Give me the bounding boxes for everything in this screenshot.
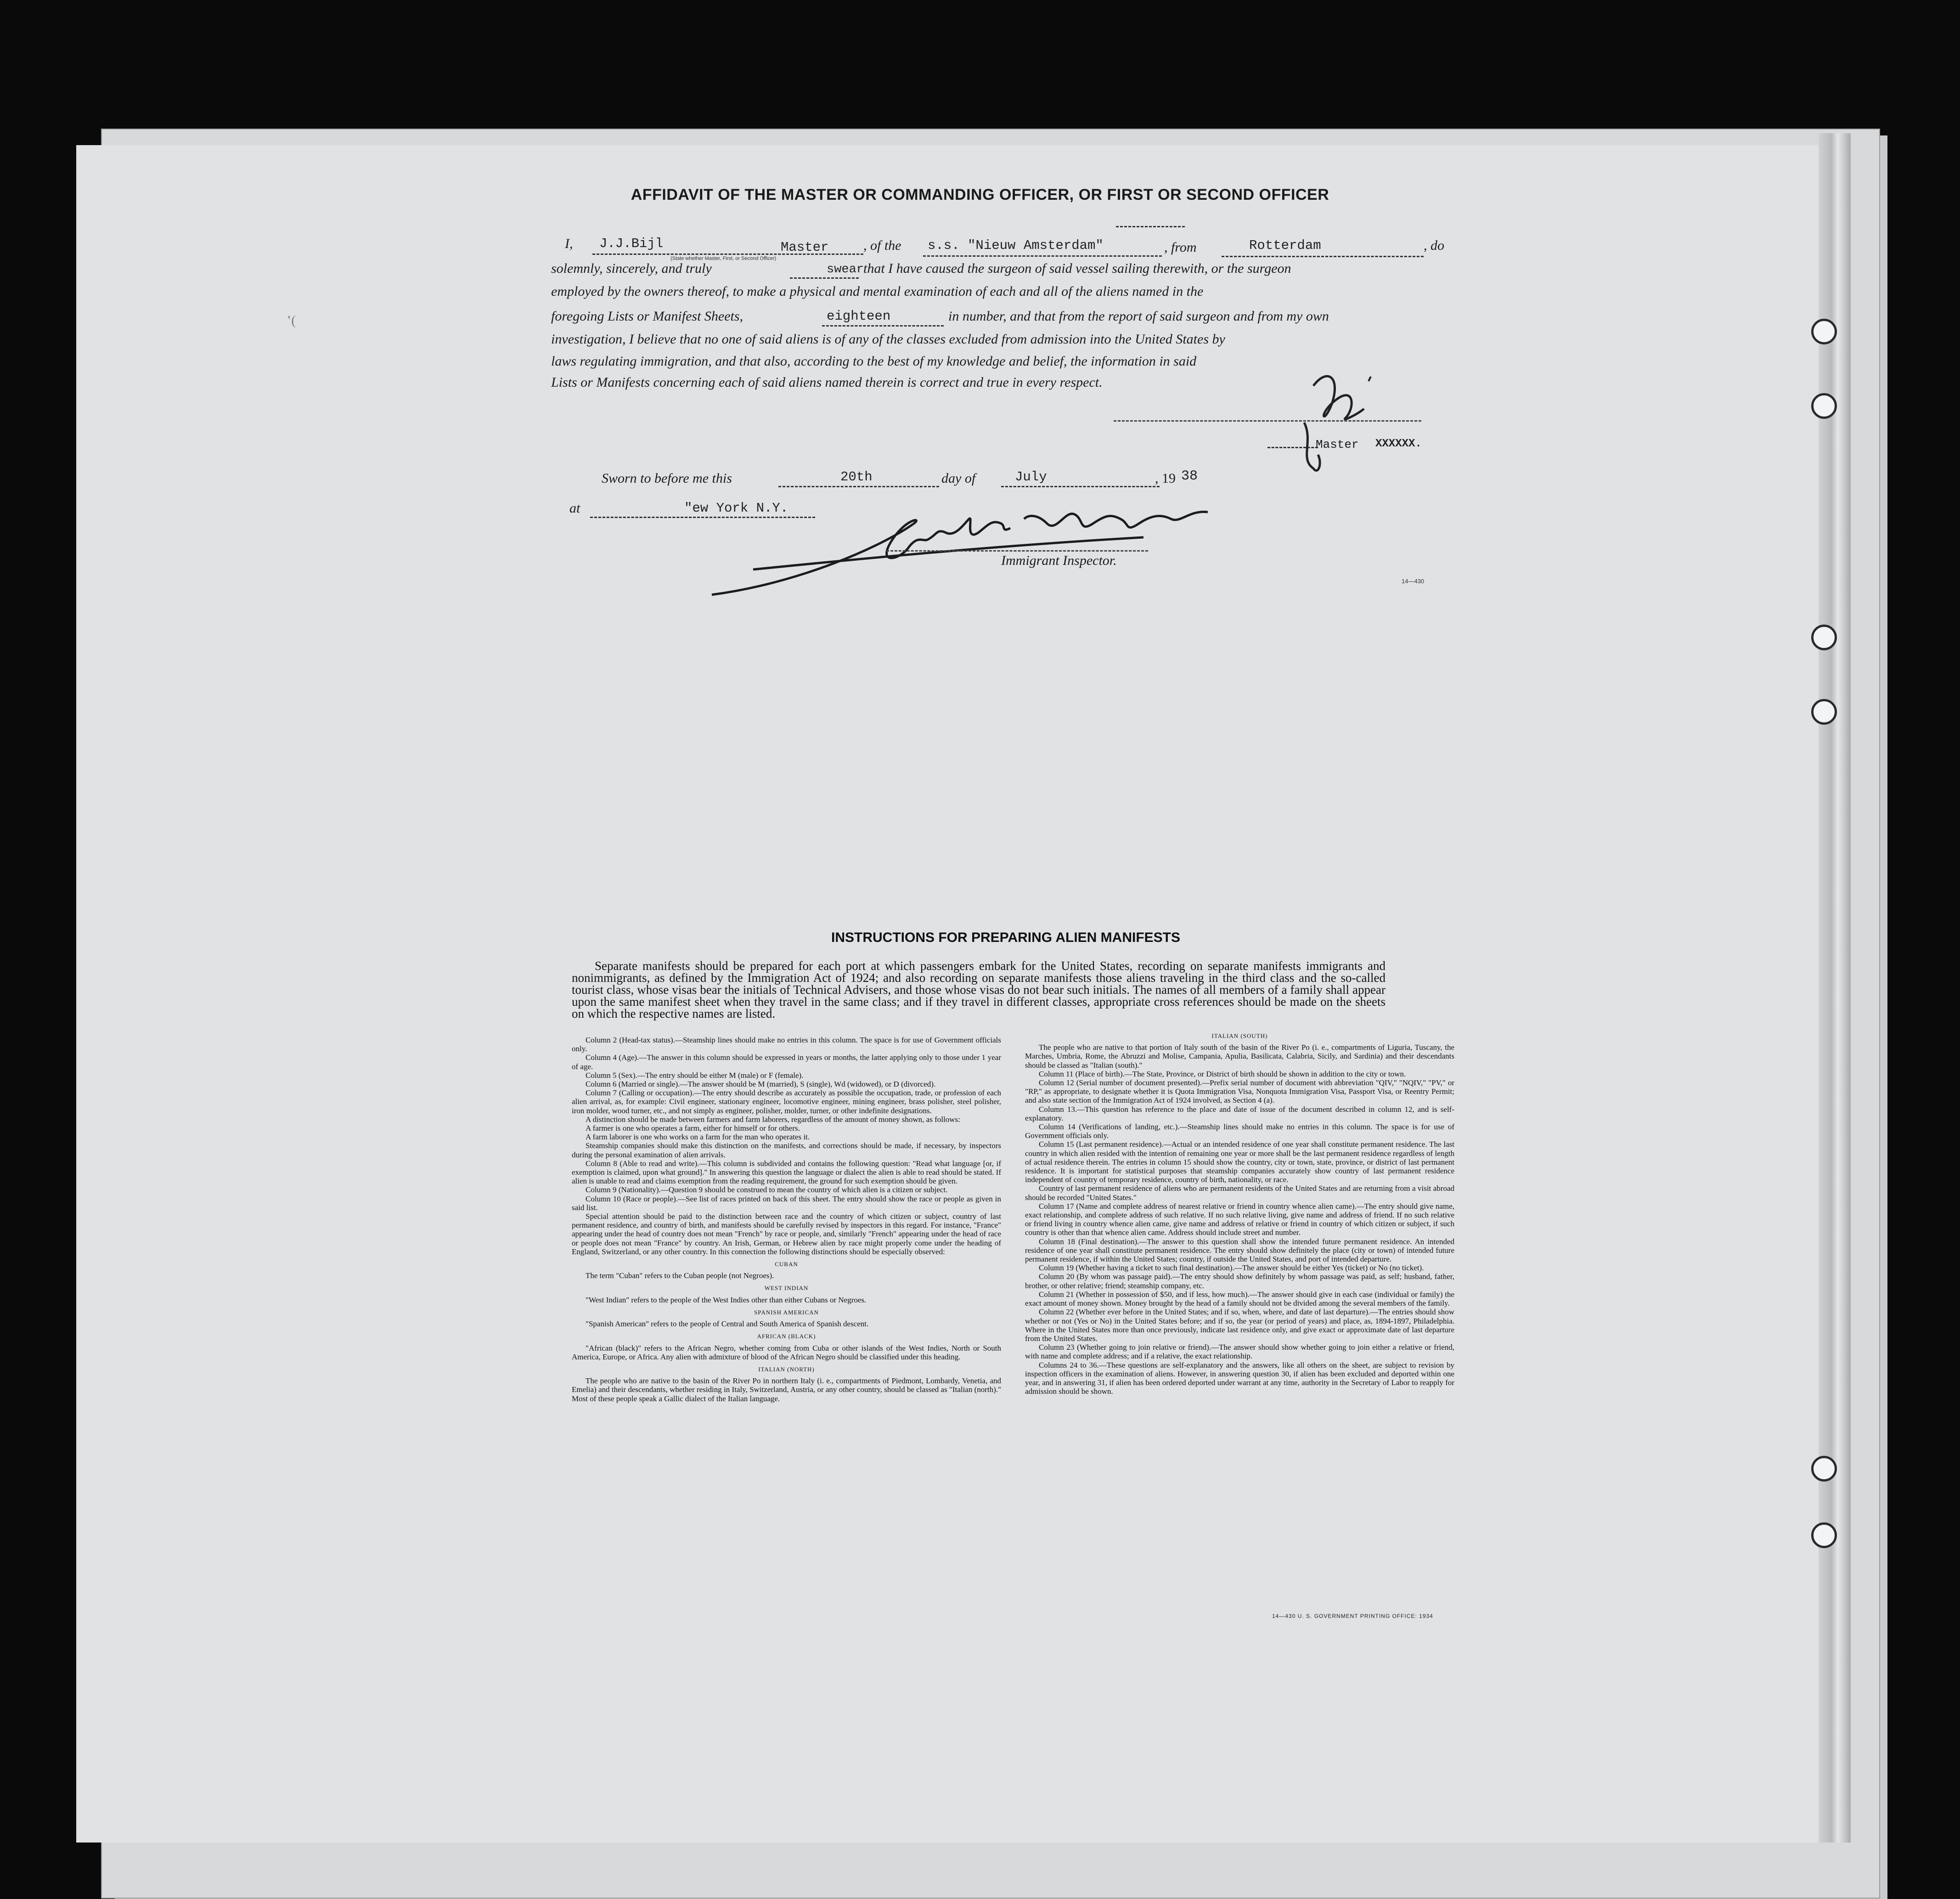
- right-column-paragraph: Column 17 (Name and complete address of nearest relative or friend in country whence alien came).—The entry should give name, exact relationship, and complete address of such relative. If no such relative living, give name and address of friend. If no such relative or friend living in country whence alien came, give name and address of relative or friend in country of which citizen or subject, if such country is other than that whence alien came. Address should include street and number.: [1025, 1201, 1454, 1237]
- ship-blank: [923, 255, 1162, 257]
- right-column-paragraph: Column 11 (Place of birth).—The State, Province, or District of birth should be shown in addition to the city or town.: [1039, 1069, 1406, 1078]
- spanish-american-text: "Spanish American" refers to the people of Central and South America of Spanish descent.: [586, 1319, 869, 1329]
- left-column-paragraph: A distinction should be made between farmers and farm laborers, regardless of the amount of money shown, as follows:: [586, 1115, 960, 1124]
- title-rule: [1116, 226, 1185, 227]
- struck-title: XXXXXX.: [1375, 438, 1422, 450]
- oath-word: swear: [827, 263, 864, 276]
- form-number: 14—430: [1402, 578, 1425, 585]
- inspector-signature: [707, 491, 1277, 602]
- instructions-title: INSTRUCTIONS FOR PREPARING ALIEN MANIFESTS: [831, 930, 1181, 945]
- from-label: , from: [1164, 240, 1197, 255]
- left-column-paragraph: Column 5 (Sex).—The entry should be either M (male) or F (female).: [586, 1071, 804, 1080]
- left-column-paragraph: Column 9 (Nationality).—Question 9 should be construed to mean the country of which alien is a citizen or subject.: [586, 1185, 948, 1195]
- inspector-label: Immigrant Inspector.: [1001, 553, 1117, 568]
- right-column-paragraph: Column 20 (By whom was passage paid).—The entry should show definitely by whom passage was paid, as self; husband, father, brother, or other relative; friend; steamship company, etc.: [1025, 1272, 1454, 1290]
- binder-hole: [1811, 625, 1837, 650]
- ship-name: s.s. "Nieuw Amsterdam": [928, 238, 1104, 253]
- sworn-label: Sworn to before me this: [602, 471, 732, 486]
- right-column-paragraph: Column 15 (Last permanent residence).—Actual or an intended residence of one year shall constitute permanent residence. The last country in which alien resided with the intention of remaining one year or more shall be the last permanent residence regardless of length of actual residence therein. The entries in column 15 should show the country, city or town, state, province, or district of last permanent residence. It is important for statistical purposes that steamship companies accurately show country of last permanent residence independent of country of temporary residence, country of birth, nationality, or race.: [1025, 1140, 1454, 1184]
- right-column-paragraph: Column 19 (Whether having a ticket to such final destination).—The answer should be either Yes (ticket) or No (no ticket).: [1039, 1263, 1424, 1273]
- cuban-heading: CUBAN: [775, 1261, 798, 1268]
- left-column-paragraph: Column 2 (Head-tax status).—Steamship lines should make no entries in this column. The space is for use of Government officials only.: [572, 1036, 1001, 1054]
- of-the-label: , of the: [863, 238, 901, 253]
- left-column-paragraph: A farmer is one who operates a farm, either for himself or for others.: [586, 1124, 800, 1133]
- right-column-paragraph: Country of last permanent residence of aliens who are permanent residents of the United States and are returning from a visit abroad should be recorded "United States.": [1025, 1184, 1454, 1202]
- right-column-paragraph: Column 14 (Verifications of landing, etc.).—Steamship lines should make no entries in this column. The space is for use of Government officials only.: [1025, 1122, 1454, 1140]
- line6: laws regulating immigration, and that also, according to the best of my knowledge and belief, the information in said: [551, 354, 1197, 369]
- affidavit-title: AFFIDAVIT OF THE MASTER OR COMMANDING OFFICER, OR FIRST OR SECOND OFFICER: [631, 186, 1329, 203]
- sheets-blank: [822, 325, 944, 327]
- line3: employed by the owners thereof, to make a physical and mental examination of each and all of the aliens named in the: [551, 284, 1204, 299]
- italian-north-heading: ITALIAN (NORTH): [758, 1365, 815, 1373]
- master-signature-line: [1114, 420, 1421, 422]
- right-column-paragraph: Column 13.—This question has reference to the place and date of issue of the document described in column 12, and is self-explanatory.: [1025, 1104, 1454, 1122]
- year-prefix: , 19: [1155, 471, 1176, 486]
- binder-hole: [1811, 319, 1837, 344]
- left-column-paragraph: A farm laborer is one who works on a farm for the man who operates it.: [586, 1133, 810, 1142]
- oath-blank: [790, 277, 859, 279]
- sworn-day: 20th: [840, 469, 873, 485]
- west-indian-heading: WEST INDIAN: [764, 1285, 809, 1292]
- right-column-paragraph: Column 22 (Whether ever before in the United States; and if so, when, where, and date of last departure).—The entries should show whether or not (Yes or No) in the United States before; and if so, the year (or period of years) and place, as, 1894-1897, Philadelphia. Where in the United States more than once previously, indicate last residence only, and give exact or approximate date of last departure from the United States.: [1025, 1307, 1454, 1343]
- left-column-paragraph: Column 8 (Able to read and write).—This column is subdivided and contains the following question: "Read what language [or, if exemption is claimed, upon what ground]." In answering this question the language or dialect the alien is able to read should be stated. If alien is unable to read and claims exemption from the reading requirement, the ground for such exemption should be given.: [572, 1159, 1001, 1186]
- master-label: Master: [1316, 438, 1359, 451]
- line2b: that I have caused the surgeon of said vessel sailing therewith, or the surgeon: [863, 261, 1291, 276]
- day-blank: [778, 486, 939, 487]
- master-name: J.J.Bijl: [599, 236, 664, 251]
- day-of-label: day of: [941, 471, 976, 486]
- african-text: "African (black)" refers to the African Negro, whether coming from Cuba or other islands of the West Indies, North or South America, Europe, or Africa. Any alien with admixture of blood of the African Negro should be classified under this heading.: [572, 1343, 1001, 1361]
- sworn-place: "ew York N.Y.: [684, 501, 789, 516]
- officer-rank: Master: [781, 240, 829, 255]
- master-label-dash: [1267, 447, 1318, 448]
- cuban-text: The term "Cuban" refers to the Cuban people (not Negroes).: [586, 1271, 774, 1280]
- sheet-count: eighteen: [827, 309, 891, 324]
- printing-office-footer: 14—430 U. S. GOVERNMENT PRINTING OFFICE: 1934: [1272, 1613, 1433, 1619]
- at-label: at: [569, 501, 580, 516]
- left-column-paragraph: Column 10 (Race or people).—See list of races printed on back of this sheet. The entry should show the race or people as given in said list.: [572, 1194, 1001, 1212]
- page-stack-edge: [1819, 133, 1851, 1843]
- left-column-paragraph: Special attention should be paid to the distinction between race and the country of which citizen or subject, country of last permanent residence, and country of birth, and manifests should be carefully revised by inspectors in this regard. For instance, "France" appearing under the head of country does not mean "French" by race or people, and, similarly "French" appearing under the head of race or people does not mean "France" by country. An Irish, German, or Hebrew alien by race might properly come under the heading of England, Switzerland, or any other country. In this connection the following distinctions should be especially observed:: [572, 1212, 1001, 1256]
- line7: Lists or Manifests concerning each of said aliens named therein is correct and true in every respect.: [551, 375, 1103, 390]
- instructions-intro: Separate manifests should be prepared for each port at which passengers embark for the United States, recording on separate manifests immigrants and nonimmigrants, as defined by the Immigration Act of 1924; and also recording on separate manifests those aliens traveling in the third class and the so-called tourist class, whose visas bear the initials of Technical Advisers, and those whose visas do not bear such initials. The names of all members of a family shall appear upon the same manifest sheet when they travel in the same class; and if they travel in different classes, appropriate cross references should be made on the sheets on which the respective names are listed.: [572, 959, 1386, 1020]
- italian-south-heading: ITALIAN (SOUTH): [1211, 1032, 1268, 1039]
- right-column-paragraph: Column 21 (Whether in possession of $50, and if less, how much).—The answer should give in each case (individual or family) the exact amount of money shown. Money brought by the head of a family should not be divided among the several members of the family.: [1025, 1290, 1454, 1308]
- right-column-paragraph: Column 18 (Final destination).—The answer to this question shall show the intended future permanent residence. An intended residence of one year shall constitute permanent residence. The entry should show definitely the place (city or town) of intended future permanent residence, if within the United States; country, if outside the United States, and port of intended departure.: [1025, 1237, 1454, 1264]
- binder-hole: [1811, 699, 1837, 725]
- line5: investigation, I believe that no one of said aliens is of any of the classes excluded from admission into the United States by: [551, 332, 1225, 347]
- west-indian-text: "West Indian" refers to the people of the West Indies other than either Cubans or Negroes.: [586, 1295, 867, 1304]
- left-column-paragraph: Column 6 (Married or single).—The answer should be M (married), S (single), Wd (widowed), or D (divorced).: [586, 1080, 936, 1089]
- sworn-year: 38: [1181, 468, 1198, 484]
- rank-hint: (State whether Master, First, or Second Officer): [670, 256, 777, 261]
- instructions-left-column: [572, 1036, 1001, 1403]
- do-label: , do: [1424, 238, 1444, 253]
- sworn-month: July: [1015, 469, 1047, 485]
- right-column-paragraph: Column 23 (Whether going to join relative or friend).—The answer should show whether going to join either a relative or friend, with name and complete address; and if a relative, the exact relationship.: [1025, 1343, 1454, 1361]
- inspector-signature-line: [886, 550, 1148, 552]
- binder-hole: [1811, 393, 1837, 419]
- master-signature: [1286, 349, 1442, 487]
- line4a: foregoing Lists or Manifest Sheets,: [551, 309, 743, 324]
- port-name: Rotterdam: [1249, 238, 1321, 253]
- spanish-american-heading: SPANISH AMERICAN: [754, 1308, 819, 1316]
- left-column-paragraph: Steamship companies should make this distinction on the manifests, and corrections should be made, if necessary, by inspectors during the personal examination of alien arrivals.: [572, 1141, 1001, 1159]
- right-column-paragraph: Columns 24 to 36.—These questions are self-explanatory and the answers, like all others on the sheet, are subject to revision by inspection officers in the examination of aliens. However, in answering question 30, if alien has been excluded and deported within one year, and in answering 31, if alien has been ordered deported under warrant at any time, authority in the Secretary of Labor to reapply for admission should be shown.: [1025, 1360, 1454, 1396]
- right-column-paragraph: Column 12 (Serial number of document presented).—Prefix serial number of document with abbreviation "QIV," "NQIV," "PV," or "RP," as appropriate, to designate whether it is Quota Immigration Visa, Nonquota Immigration Visa, Passport Visa, or Reentry Permit; and also state section of the Immigration Act of 1924 involved, as Section 4 (a).: [1025, 1078, 1454, 1105]
- month-blank: [1001, 486, 1160, 487]
- left-column-paragraph: Column 4 (Age).—The answer in this column should be expressed in years or months, the latter applying only to those under 1 year of age.: [572, 1053, 1001, 1071]
- right-column-paragraph: The people who are native to that portion of Italy south of the basin of the River Po (i. e., compartments of Liguria, Tuscany, the Marches, Umbria, Rome, the Abruzzi and Molise, Campania, Apulia, Basilicata, Calabria, Sicily, and Sardinia) and their descendants should be classed as "Italian (south).": [1025, 1043, 1454, 1070]
- binder-hole: [1811, 1456, 1837, 1482]
- line4b: in number, and that from the report of said surgeon and from my own: [948, 309, 1329, 324]
- binder-hole: [1811, 1522, 1837, 1548]
- affidavit-lead: I,: [565, 236, 573, 251]
- african-heading: AFRICAN (BLACK): [757, 1333, 816, 1340]
- italian-north-text: The people who are native to the basin of the River Po in northern Italy (i. e., compartments of Piedmont, Lombardy, Venetia, and Emelia) and their descendants, whether residing in Italy, Switzerland, Austria, or any other country, should be classed as "Italian (north)." Most of these people speak a Gallic dialect of the Italian language.: [572, 1376, 1001, 1403]
- stray-mark: ʽ(: [287, 314, 296, 328]
- port-blank: [1222, 256, 1424, 257]
- instructions-right-column: [1025, 1028, 1454, 1396]
- line2a: solemnly, sincerely, and truly: [551, 261, 712, 276]
- left-column-paragraph: Column 7 (Calling or occupation).—The entry should describe as accurately as possible the occupation, trade, or profession of each alien arrival, as, for example: Civil engineer, stationary engineer, locomotive engineer, mining engineer, brass polisher, steel polisher, iron molder, wood turner, etc., and not simply as engineer, polisher, molder, turner, or other indefinite designations.: [572, 1088, 1001, 1115]
